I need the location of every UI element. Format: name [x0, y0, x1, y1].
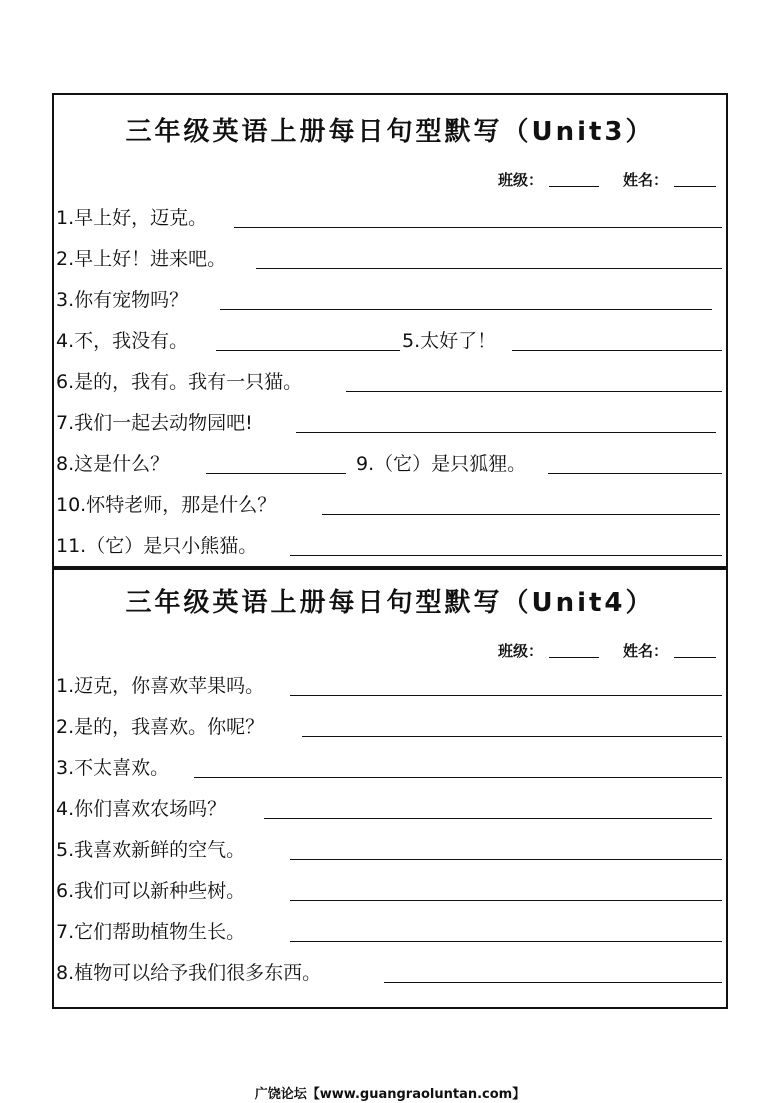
question-row: [56, 366, 722, 396]
question-text: 8.这是什么？: [56, 453, 170, 475]
question-text: 5.太好了！: [402, 330, 497, 352]
name-field[interactable]: [674, 643, 716, 658]
question-text: 7.它们帮助植物生长。: [56, 921, 246, 943]
class-label: 班级：: [497, 171, 543, 189]
answer-line[interactable]: [384, 982, 722, 983]
question-row: [56, 284, 722, 314]
question-row: [56, 325, 722, 355]
question-text: 2.是的，我喜欢。你呢？: [56, 716, 265, 738]
question-row: [56, 834, 722, 864]
answer-line[interactable]: [206, 473, 346, 474]
name-label: 姓名：: [622, 642, 668, 660]
unit4-title: 三年级英语上册每日句型默写（Unit4）: [125, 588, 655, 618]
question-row: [56, 202, 722, 232]
question-row: [56, 711, 722, 741]
question-row: [56, 916, 722, 946]
question-row: [56, 530, 722, 560]
question-text: 3.你有宠物吗？: [56, 289, 189, 311]
question-text: 5.我喜欢新鲜的空气。: [56, 839, 246, 861]
name-field[interactable]: [674, 172, 716, 187]
question-text: 1.早上好，迈克。: [56, 207, 208, 229]
unit3-title: 三年级英语上册每日句型默写（Unit3）: [125, 117, 655, 147]
answer-line[interactable]: [296, 432, 716, 433]
answer-line[interactable]: [302, 736, 722, 737]
question-text: 6.我们可以新种些树。: [56, 880, 246, 902]
question-text: 3.不太喜欢。: [56, 757, 170, 779]
unit3-section: [54, 95, 726, 566]
answer-line[interactable]: [322, 514, 720, 515]
answer-line[interactable]: [216, 350, 400, 351]
unit4-meta: [498, 640, 716, 661]
question-text: 2.早上好！进来吧。: [56, 248, 227, 270]
question-text: 7.我们一起去动物园吧!: [56, 412, 253, 434]
question-row: [56, 243, 722, 273]
answer-line[interactable]: [290, 900, 722, 901]
answer-line[interactable]: [512, 350, 722, 351]
answer-line[interactable]: [290, 695, 722, 696]
question-text: 8.植物可以给予我们很多东西。: [56, 962, 322, 984]
answer-line[interactable]: [194, 777, 722, 778]
answer-line[interactable]: [548, 473, 722, 474]
question-row: [56, 448, 722, 478]
question-text: 9.（它）是只狐狸。: [356, 453, 527, 475]
question-row: [56, 957, 722, 987]
question-row: [56, 489, 722, 519]
answer-line[interactable]: [346, 391, 722, 392]
question-text: 1.迈克，你喜欢苹果吗。: [56, 675, 265, 697]
class-label: 班级：: [497, 642, 543, 660]
question-text: 6.是的，我有。我有一只猫。: [56, 371, 303, 393]
worksheet: [52, 93, 728, 1009]
class-field[interactable]: [549, 172, 599, 187]
question-row: [56, 407, 722, 437]
question-text: 11.（它）是只小熊猫。: [56, 535, 258, 557]
answer-line[interactable]: [234, 227, 722, 228]
question-row: [56, 793, 722, 823]
question-text: 10.怀特老师，那是什么？: [56, 494, 277, 516]
question-row: [56, 875, 722, 905]
question-text: 4.你们喜欢农场吗？: [56, 798, 227, 820]
answer-line[interactable]: [290, 941, 722, 942]
answer-line[interactable]: [220, 309, 712, 310]
unit4-section: [54, 570, 726, 1007]
class-field[interactable]: [549, 643, 599, 658]
answer-line[interactable]: [290, 859, 722, 860]
unit3-meta: [498, 169, 716, 190]
name-label: 姓名：: [622, 171, 668, 189]
answer-line[interactable]: [290, 555, 722, 556]
footer-source: 广饶论坛【www.guangraoluntan.com】: [254, 1087, 526, 1102]
question-text: 4.不，我没有。: [56, 330, 189, 352]
answer-line[interactable]: [264, 818, 712, 819]
answer-line[interactable]: [256, 268, 722, 269]
question-row: [56, 670, 722, 700]
question-row: [56, 752, 722, 782]
